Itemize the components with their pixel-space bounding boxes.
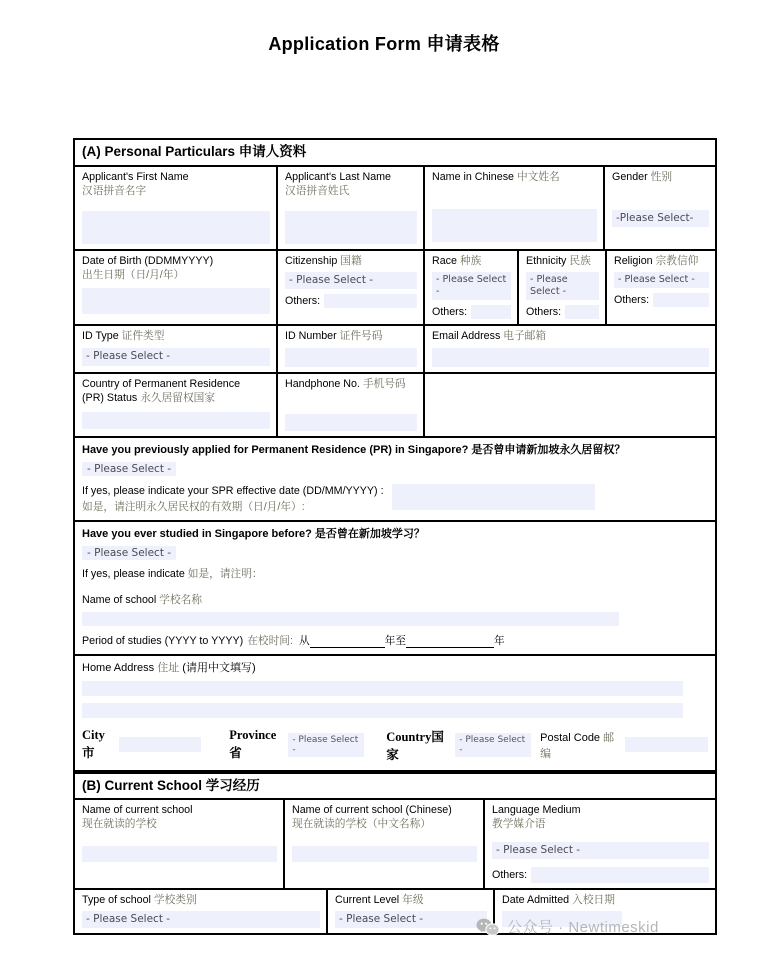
question-pr-title-en: Have you previously applied for Permanent Residence (PR) in Singapore? [82, 444, 469, 457]
section-header-current-school [75, 772, 715, 801]
language-medium-label-cn: 教学媒介语 [492, 818, 546, 831]
city-label [82, 728, 115, 761]
field-pr-country [75, 374, 278, 436]
province-label-en: Province [229, 728, 277, 743]
name-chinese-label-cn: 中文姓名 [516, 170, 560, 183]
page-title-cn: 申请表格 [426, 34, 500, 54]
school-name-input[interactable] [82, 612, 619, 626]
citizenship-label [285, 255, 417, 269]
religion-label [614, 255, 709, 269]
email-label [432, 330, 709, 344]
field-email [425, 326, 715, 373]
ethnicity-others-input[interactable] [565, 305, 599, 319]
language-medium-label-en: Language Medium [492, 804, 581, 817]
gender-label [612, 171, 709, 185]
field-ethnicity [519, 251, 607, 324]
city-input[interactable] [119, 737, 201, 752]
question-pr-title [82, 443, 708, 458]
section-b-heading-text: (B) Current School 学习经历 [82, 777, 260, 793]
province-label-cn: 省 [229, 746, 242, 761]
id-number-label-cn: 证件号码 [339, 329, 383, 342]
handphone-label [285, 378, 417, 392]
field-name-chinese [425, 167, 605, 249]
row-question-studied [75, 522, 715, 656]
email-input[interactable] [432, 348, 709, 367]
ethnicity-label-cn: 民族 [569, 254, 591, 267]
question-studied-followup [82, 567, 708, 581]
field-id-type [75, 326, 278, 373]
postal-code-label-cn: 邮编 [540, 731, 615, 760]
page-title-en: Application Form [268, 34, 422, 54]
citizenship-others-label: Others: [285, 294, 321, 307]
date-admitted-label-cn: 入校日期 [572, 894, 615, 907]
race-label-en: Race [432, 254, 457, 267]
section-a-heading-text: (A) Personal Particulars 申请人资料 [82, 144, 307, 159]
section-header-personal-particulars [75, 140, 715, 167]
handphone-label-en: Handphone No. [285, 378, 360, 391]
field-language-medium [485, 800, 715, 888]
current-level-label-cn: 年级 [402, 894, 424, 907]
field-handphone [278, 374, 425, 436]
country-label-en: Country [386, 729, 432, 744]
spacer-cell-handphone-row [425, 374, 715, 436]
row-id-email [75, 326, 715, 375]
first-name-label-en: Applicant's First Name [82, 170, 189, 183]
type-of-school-label [82, 894, 320, 908]
question-pr-date-input[interactable] [392, 484, 595, 510]
race-others-row [432, 305, 511, 319]
current-school-label-cn: 现在就读的学校 [82, 818, 157, 831]
question-studied-sg [75, 522, 715, 654]
current-level-select[interactable]: - Please Select - [335, 911, 487, 928]
religion-others-label: Others: [614, 293, 650, 306]
province-select[interactable]: - Please Select - [288, 733, 364, 757]
current-school-input[interactable] [82, 846, 277, 862]
name-chinese-label [432, 171, 597, 185]
row-names [75, 167, 715, 251]
city-label-cn: 市 [82, 746, 95, 761]
row-dob-citizenship [75, 251, 715, 326]
period-end-input[interactable] [406, 636, 494, 648]
race-others-input[interactable] [471, 305, 511, 319]
name-chinese-input[interactable] [432, 209, 597, 242]
citizenship-label-cn: 国籍 [340, 254, 362, 267]
date-admitted-label-en: Date Admitted [502, 894, 570, 907]
pr-country-label-en-1: Country of Permanent Residence [82, 378, 241, 391]
province-label [229, 728, 285, 761]
race-label-cn: 种族 [459, 254, 482, 267]
country-label-cn: 国家 [386, 729, 444, 762]
citizenship-others-row [285, 294, 417, 308]
question-studied-followup-en: If yes, please indicate [82, 567, 185, 580]
pr-country-input[interactable] [82, 412, 270, 429]
handphone-input[interactable] [285, 414, 417, 431]
postal-code-label-en: Postal Code [540, 731, 601, 744]
row-current-school [75, 800, 715, 890]
current-school-label-en: Name of current school [82, 804, 193, 817]
race-label [432, 255, 511, 269]
name-chinese-label-en: Name in Chinese [432, 170, 514, 183]
race-others-label: Others: [432, 305, 468, 318]
race-select[interactable]: - Please Select - [432, 272, 511, 300]
current-school-ch-label-en: Name of current school (Chinese) [292, 804, 452, 817]
ethnicity-select[interactable]: - Please Select - [526, 272, 599, 300]
question-pr-followup-cn: 如是，请注明永久居民权的有效期（日/月/年）: [82, 500, 305, 513]
field-current-level [328, 890, 495, 933]
email-label-cn: 电子邮箱 [503, 329, 547, 342]
field-first-name [75, 167, 278, 249]
city-label-en: City [82, 728, 105, 743]
field-religion [607, 251, 715, 324]
current-school-ch-input[interactable] [292, 846, 477, 862]
id-number-label-en: ID Number [285, 329, 337, 342]
field-id-number [278, 326, 425, 373]
field-current-school-name [75, 800, 285, 888]
pr-country-label-line2 [82, 392, 270, 406]
language-medium-select[interactable]: - Please Select - [492, 842, 709, 859]
address-bottom-row [82, 727, 708, 763]
page-title [0, 30, 768, 56]
question-pr-title-cn: 是否曾申请新加坡永久居留权？ [471, 444, 626, 457]
period-start-input[interactable] [310, 636, 385, 648]
field-gender [605, 167, 715, 249]
dob-input[interactable] [82, 288, 270, 314]
language-medium-others-row [492, 867, 709, 883]
home-address-line1-input[interactable] [82, 681, 683, 696]
religion-label-cn: 宗教信仰 [655, 254, 699, 267]
id-number-input[interactable] [285, 348, 417, 367]
home-address-block [75, 656, 715, 769]
last-name-label-cn: 汉语拼音姓氏 [285, 184, 350, 197]
home-address-label-cn: 住址 [157, 662, 180, 675]
date-admitted-label [502, 894, 709, 908]
field-last-name [278, 167, 425, 249]
country-select[interactable]: - Please Select - [455, 733, 531, 757]
gender-select[interactable]: -Please Select- [612, 210, 709, 227]
religion-label-en: Religion [614, 254, 653, 267]
field-type-of-school [75, 890, 328, 933]
ethnicity-label [526, 255, 599, 269]
id-type-label [82, 330, 270, 344]
dob-label-cn: 出生日期（日/月/年） [82, 268, 185, 281]
first-name-input[interactable] [82, 211, 270, 244]
question-studied-title [82, 527, 708, 542]
gender-label-en: Gender [612, 170, 648, 183]
id-type-select[interactable]: - Please Select - [82, 348, 270, 365]
pr-country-label-en-2: (PR) Status [82, 392, 138, 405]
email-label-en: Email Address [432, 329, 501, 342]
period-label-en: Period of studies (YYYY to YYYY) [82, 634, 244, 647]
period-mid-label: 年至 [384, 634, 407, 647]
last-name-input[interactable] [285, 211, 417, 244]
religion-select[interactable]: - Please Select - [614, 272, 709, 288]
application-form [73, 138, 717, 935]
religion-others-input[interactable] [653, 293, 709, 307]
citizenship-others-input[interactable] [324, 294, 417, 308]
period-of-studies-row [82, 634, 708, 648]
citizenship-label-en: Citizenship [285, 254, 338, 267]
field-citizenship [278, 251, 425, 324]
current-level-label [335, 894, 487, 908]
type-of-school-select[interactable]: - Please Select - [82, 911, 320, 928]
home-address-label [82, 661, 708, 675]
id-number-label [285, 330, 417, 344]
question-studied-followup-cn: 如是，请注明： [187, 567, 263, 580]
gender-label-cn: 性别 [650, 170, 673, 183]
question-pr-select[interactable]: - Please Select - [82, 462, 176, 476]
home-address-label-en: Home Address [82, 662, 155, 675]
ethnicity-label-en: Ethnicity [526, 254, 567, 267]
period-label-cn: 在校时间: [247, 634, 293, 647]
last-name-label-en: Applicant's Last Name [285, 170, 391, 183]
question-studied-title-en: Have you ever studied in Singapore before? [82, 528, 312, 541]
ethnicity-others-row [526, 305, 599, 319]
home-address-line2-input[interactable] [82, 703, 683, 718]
field-current-school-chinese [285, 800, 485, 888]
row-home-address [75, 656, 715, 771]
id-type-label-cn: 证件类型 [121, 329, 165, 342]
language-medium-others-label: Others: [492, 869, 528, 882]
current-level-label-en: Current Level [335, 894, 400, 907]
home-address-note: (请用中文填写) [182, 662, 256, 675]
handphone-label-cn: 手机号码 [362, 378, 406, 391]
question-pr-followup-en: If yes, please indicate your SPR effective date (DD/MM/YYYY) : [82, 485, 384, 498]
current-school-ch-label-cn: 现在就读的学校（中文名称） [292, 818, 431, 831]
type-of-school-label-en: Type of school [82, 894, 151, 907]
type-of-school-label-cn: 学校类别 [153, 894, 197, 907]
question-pr-applied [75, 438, 715, 520]
row-pr-handphone [75, 374, 715, 438]
wechat-icon [476, 918, 500, 936]
postal-code-label [540, 729, 620, 761]
school-name-label-en: Name of school [82, 594, 157, 607]
school-name-label-cn: 学校名称 [159, 594, 203, 607]
citizenship-select[interactable]: - Please Select - [285, 272, 417, 289]
religion-others-row [614, 293, 709, 307]
ethnicity-others-label: Others: [526, 305, 562, 318]
period-from-label: 从 [298, 634, 310, 647]
school-name-label [82, 593, 708, 607]
id-type-label-en: ID Type [82, 329, 119, 342]
pr-country-label-cn: 永久居留权国家 [140, 392, 216, 405]
field-race [425, 251, 519, 324]
watermark [476, 916, 659, 937]
dob-label-en: Date of Birth (DDMMYYYY) [82, 254, 214, 267]
question-studied-title-cn: 是否曾在新加坡学习？ [314, 528, 425, 541]
language-medium-others-input[interactable] [531, 867, 709, 883]
first-name-label-cn: 汉语拼音名字 [82, 184, 147, 197]
watermark-text: 公众号 · Newtimeskid [507, 919, 659, 936]
row-question-pr [75, 438, 715, 522]
period-end-label: 年 [494, 634, 505, 647]
question-studied-select[interactable]: - Please Select - [82, 546, 176, 560]
postal-code-input[interactable] [625, 737, 708, 752]
field-date-of-birth [75, 251, 278, 324]
country-label [386, 727, 452, 763]
